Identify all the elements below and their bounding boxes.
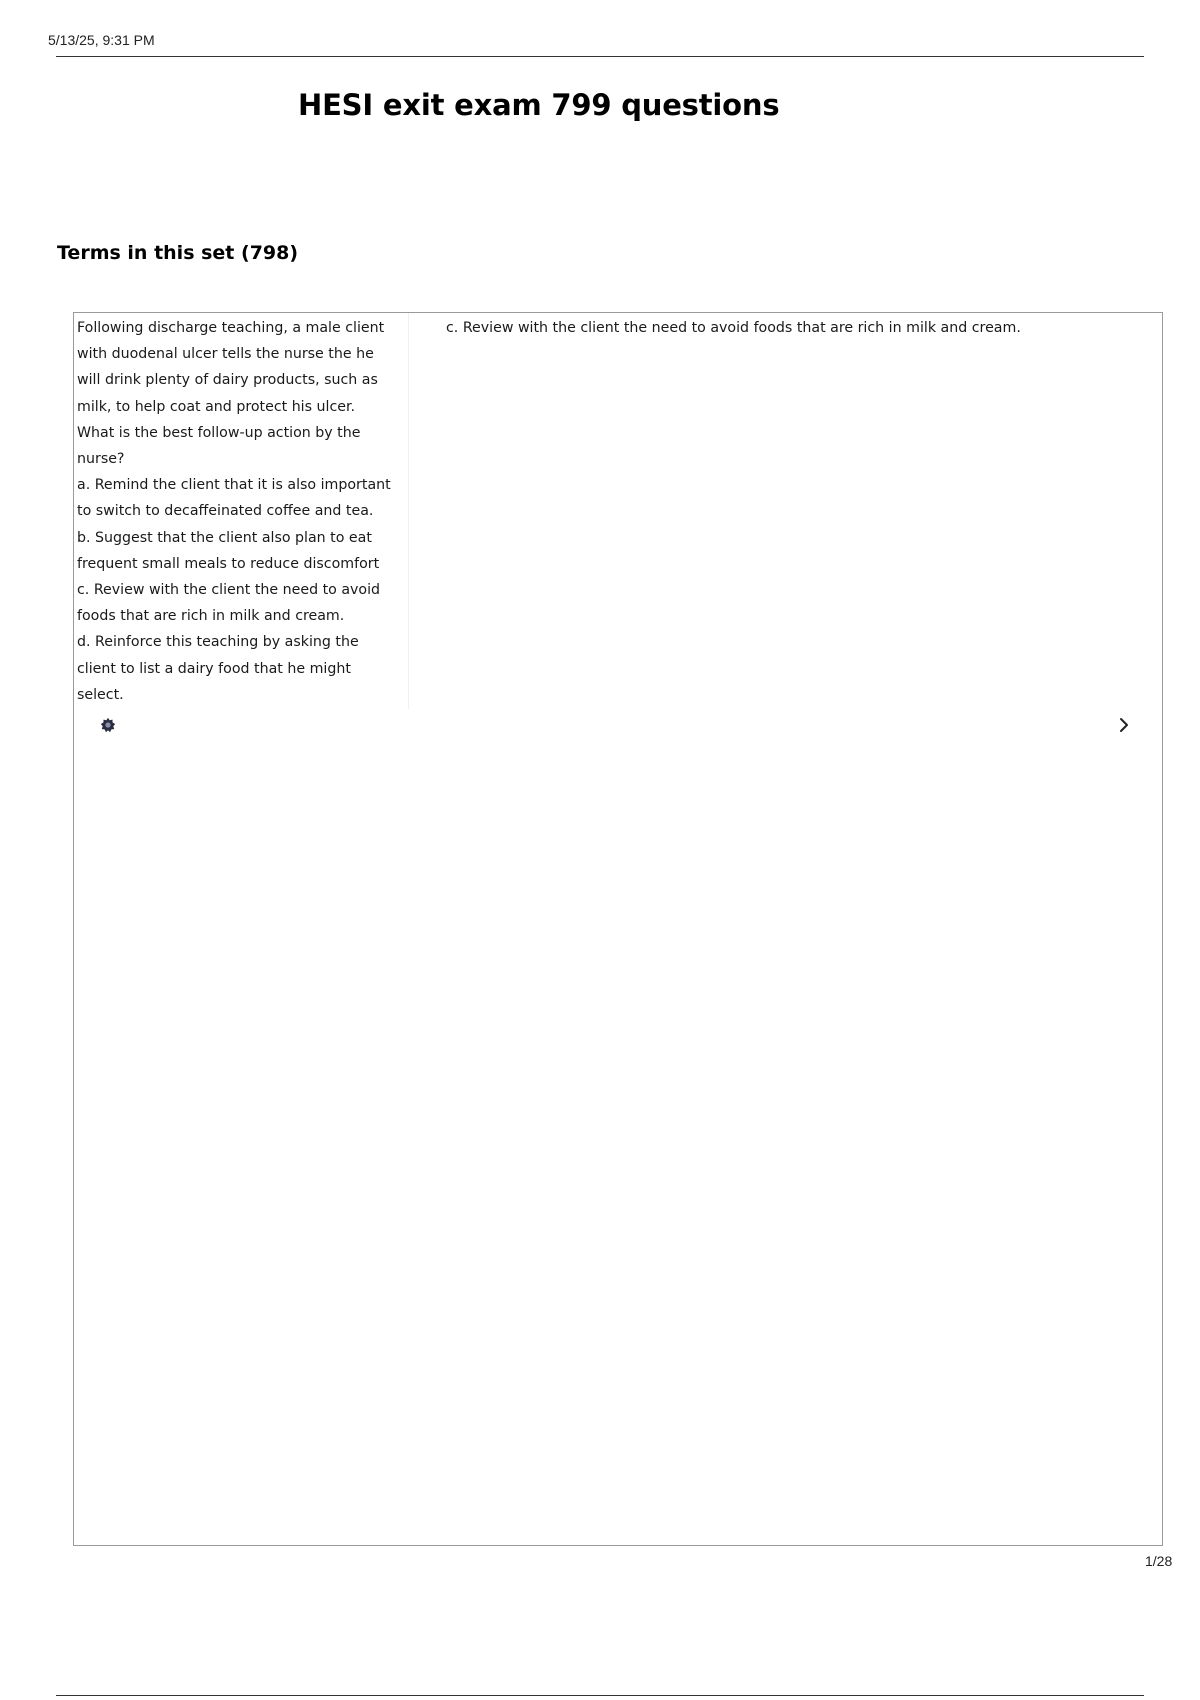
page-number: 1/28 — [1145, 1553, 1173, 1569]
chevron-right-icon[interactable] — [1114, 715, 1134, 735]
definition-text: c. Review with the client the need to avoid foods that are rich in milk and cream. — [446, 320, 1021, 336]
term-line: frequent small meals to reduce discomfort — [77, 555, 380, 572]
term-line: Following discharge teaching, a male client — [77, 320, 385, 336]
term-line: milk, to help coat and protect his ulcer. — [77, 398, 356, 415]
page-title: HESI exit exam 799 questions — [298, 88, 780, 122]
term-line: client to list a dairy food that he might — [77, 660, 351, 677]
definition-column — [446, 315, 1146, 341]
terms-heading: Terms in this set (798) — [57, 242, 299, 264]
term-line: c. Review with the client the need to avoid — [77, 582, 381, 599]
term-line: What is the best follow-up action by the — [77, 424, 361, 441]
term-line: foods that are rich in milk and cream. — [77, 608, 345, 625]
top-divider — [56, 56, 1144, 57]
term-line: a. Remind the client that it is also important — [77, 477, 391, 494]
star-badge-icon[interactable] — [100, 717, 116, 733]
term-line: to switch to decaffeinated coffee and tea. — [77, 503, 374, 520]
term-line: will drink plenty of dairy products, such as — [77, 372, 378, 389]
term-line: select. — [77, 686, 124, 703]
term-line: nurse? — [77, 451, 125, 468]
print-datetime: 5/13/25, 9:31 PM — [48, 32, 155, 48]
term-line: with duodenal ulcer tells the nurse the he — [77, 346, 374, 363]
term-line: d. Reinforce this teaching by asking the — [77, 634, 359, 651]
bottom-divider — [56, 1695, 1144, 1696]
term-line: b. Suggest that the client also plan to eat — [77, 529, 372, 546]
term-column — [75, 313, 409, 709]
flashcard — [73, 312, 1163, 1546]
